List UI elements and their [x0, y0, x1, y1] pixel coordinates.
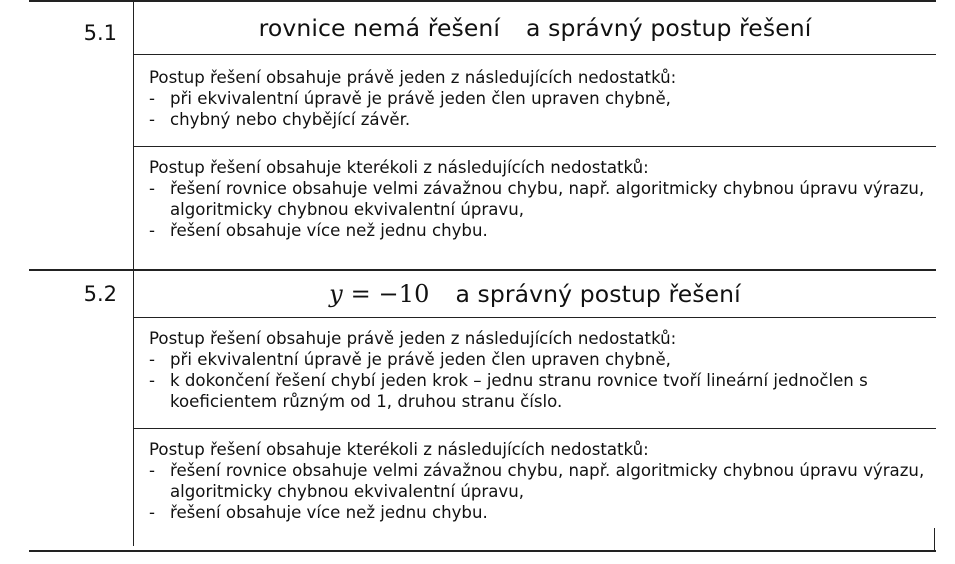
criterion-item: - řešení obsahuje více než jednu chybu. — [149, 220, 930, 241]
row-5-1-header — [29, 1, 936, 55]
scoring-table — [29, 0, 936, 550]
criterion-list — [149, 88, 930, 130]
table-right-edge-stub — [934, 528, 935, 550]
criterion-item: - řešení obsahuje více než jednu chybu. — [149, 502, 930, 523]
row-5-1-criterion-2 — [29, 147, 936, 270]
criterion-cell — [134, 147, 937, 270]
criterion-lead: Postup řešení obsahuje právě jeden z následujících nedostatků: — [149, 328, 677, 348]
row-number-cell — [29, 1, 134, 270]
criterion-item: - chybný nebo chybějící závěr. — [149, 109, 930, 130]
table-bottom-border — [29, 550, 936, 552]
row-5-1-criterion-1 — [29, 55, 936, 147]
row-5-2-criterion-1 — [29, 317, 936, 428]
criterion-list — [149, 178, 930, 241]
criterion-item: - při ekvivalentní úpravě je právě jeden člen upraven chybně, — [149, 349, 930, 370]
criterion-item: - při ekvivalentní úpravě je právě jeden člen upraven chybně, — [149, 88, 930, 109]
row-number: 5.1 — [83, 21, 117, 45]
criterion-cell — [134, 428, 937, 546]
criterion-item: - k dokončení řešení chybí jeden krok – jednu stranu rovnice tvoří lineární jednočlen s koeficientem různým od 1, druhou stranu číslo. — [149, 370, 930, 412]
row-number-cell — [29, 270, 134, 547]
criterion-list — [149, 349, 930, 412]
row-5-2-header — [29, 270, 936, 318]
criterion-lead: Postup řešení obsahuje kterékoli z následujících nedostatků: — [149, 439, 649, 459]
criterion-item: - řešení rovnice obsahuje velmi závažnou chybu, např. algoritmicky chybnou úpravu výrazu, algoritmicky chybnou ekvivalentní úpravu, — [149, 460, 930, 502]
math-expression: = −10 — [342, 279, 430, 308]
criterion-lead: Postup řešení obsahuje kterékoli z následujících nedostatků: — [149, 158, 649, 177]
answer-text: rovnice nemá řešení — [258, 14, 501, 42]
criterion-cell — [134, 55, 937, 147]
criterion-list — [149, 460, 930, 523]
answer-math — [329, 280, 429, 308]
row-number: 5.2 — [83, 281, 117, 306]
row-5-2-criterion-2 — [29, 428, 936, 546]
criterion-item: - řešení rovnice obsahuje velmi závažnou chybu, např. algoritmicky chybnou úpravu výrazu, algoritmicky chybnou ekvivalentní úpravu, — [149, 178, 930, 220]
criterion-cell — [134, 317, 937, 428]
math-variable: y — [329, 279, 343, 308]
answer-header — [134, 270, 937, 318]
answer-header — [134, 1, 937, 55]
answer-suffix: a správný postup řešení — [526, 14, 812, 42]
criterion-lead: Postup řešení obsahuje právě jeden z následujících nedostatků: — [149, 68, 677, 87]
answer-suffix: a správný postup řešení — [455, 279, 741, 308]
